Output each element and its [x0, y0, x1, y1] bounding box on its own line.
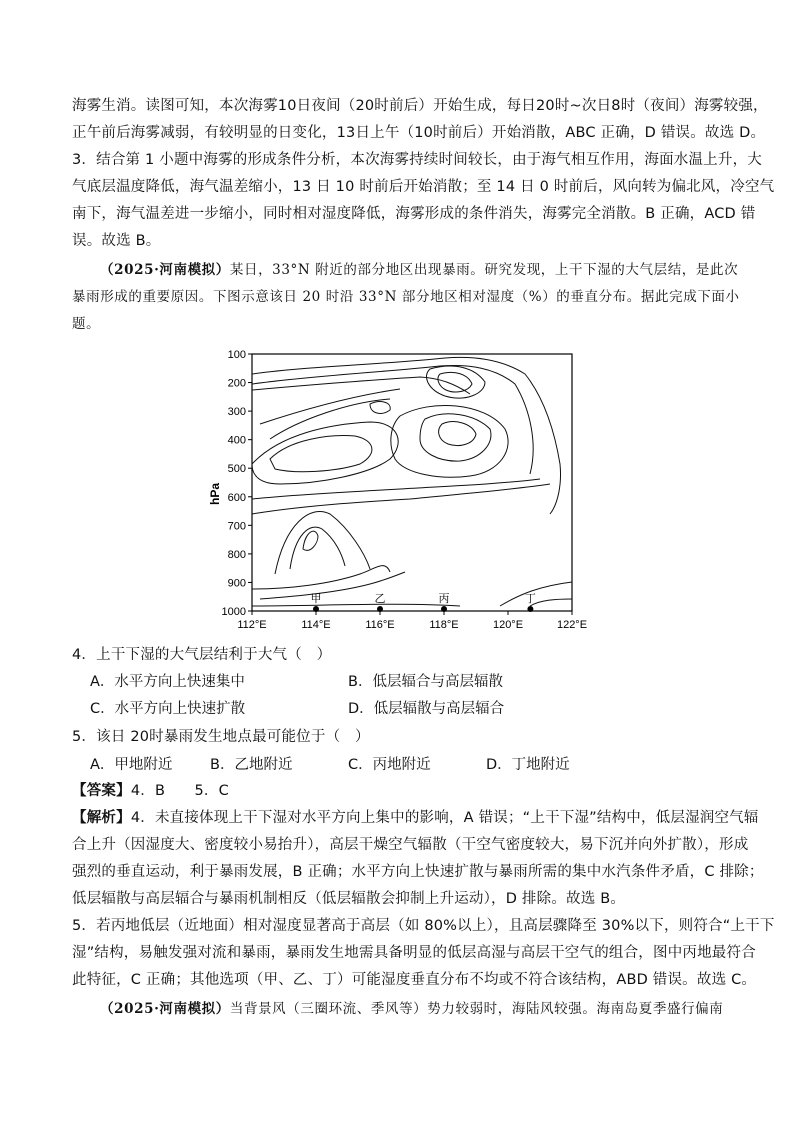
y-tick-label: 600 — [227, 491, 246, 504]
paragraph2-line-3: 南下，海气温差进一步缩小，同时相对湿度降低，海雾形成的条件消失，海雾完全消散。B 正确，ACD 错 — [72, 206, 756, 222]
q4-option-d: D．低层辐散与高层辐合 — [348, 701, 505, 717]
analysis-line-7: 此特征，C 正确；其他选项（甲、乙、丁）可能湿度垂直分布不均或不符合该结构，ABD 错误。故选 C。 — [72, 972, 757, 988]
next-intro-source: （2025·河南模拟） — [100, 1001, 230, 1017]
x-tick-label: 116°E — [365, 619, 395, 631]
y-tick-label: 200 — [227, 377, 246, 390]
y-tick-label: 400 — [227, 434, 246, 447]
q5-option-b: B．乙地附近 — [210, 757, 293, 773]
station-label: 甲 — [310, 593, 322, 605]
analysis-line-3: 强烈的垂直运动，利于暴雨发展，B 正确；水平方向上快速扩散与暴雨所需的集中水汽条件矛盾，C 排除； — [72, 864, 764, 880]
contour-line — [420, 414, 491, 461]
contour-line — [303, 531, 318, 550]
paragraph2-line-4: 误。故选 B。 — [72, 233, 161, 249]
y-axis-label: hPa — [208, 482, 222, 506]
plot-frame — [252, 354, 572, 611]
station-label: 丁 — [524, 593, 536, 605]
q5-option-d: D．丁地附近 — [486, 757, 570, 773]
contour-line — [439, 422, 476, 446]
station-marker — [527, 606, 533, 612]
q5-option-a: A．甲地附近 — [90, 757, 173, 773]
q4-option-a: A．水平方向上快速集中 — [90, 674, 245, 690]
contour-line — [252, 604, 460, 606]
y-axis-ticks — [222, 349, 252, 618]
q4-option-b: B．低层辐合与高层辐散 — [348, 674, 503, 690]
contour-line — [270, 399, 390, 439]
x-tick-label: 122°E — [556, 619, 588, 631]
q5-stem: 5．该日 20时暴雨发生地点最可能位于（ ） — [72, 729, 370, 745]
contour-line — [252, 366, 533, 474]
answer-label: 【答案】 — [72, 783, 131, 799]
contour-line — [252, 479, 540, 499]
answer-text: 4．B 5．C — [130, 783, 229, 799]
contour-line — [530, 599, 572, 606]
paragraph2-line-2: 气底层温度降低，海气温差缩小，13 日 10 时前后开始消散；至 14 日 0 时前后，风向转为偏北风，冷空气 — [72, 179, 775, 195]
analysis-line-4: 低层辐散与高层辐合与暴雨机制相反（低层辐散会抑制上升运动），D 排除。故选 B。 — [72, 891, 626, 907]
station-marker — [377, 606, 383, 612]
x-tick-label: 114°E — [301, 619, 331, 631]
station-label: 丙 — [438, 593, 450, 605]
paragraph1-line-2: 正午前后海雾减弱，有较明显的日变化，13日上午（10时前后）开始消散，ABC 正确，D 错误。故选 D。 — [72, 125, 766, 141]
contour-lines — [252, 357, 572, 606]
intro-line-2: 暴雨形成的重要原因。下图示意该日 20 时沿 33°N 部分地区相对湿度（%）的垂直分布。据此完成下面小 — [72, 289, 740, 305]
humidity-contour-figure — [200, 344, 600, 636]
paragraph1-line-1: 海雾生消。读图可知，本次海雾10日夜间（20时前后）开始生成，每日20时~次日8时（夜间）海雾较强， — [72, 98, 768, 114]
analysis-line-5: 5．若丙地低层（近地面）相对湿度显著高于高层（如 80%以上），且高层骤降至 30%以下，则符合“上干下 — [72, 918, 775, 934]
x-tick-label: 120°E — [492, 619, 524, 631]
intro-text-1: 某日，33°N 附近的部分地区出现暴雨。研究发现，上干下湿的大气层结，是此次 — [229, 262, 739, 278]
analysis-line-2: 合上升（因湿度大、密度较小易抬升），高层干燥空气辐散（干空气密度较大，易下沉并向外扩散），形成 — [72, 837, 749, 853]
answer-line — [72, 781, 229, 801]
contour-line — [391, 405, 508, 477]
next-intro-text: 当背景风（三圈环流、季风等）势力较弱时，海陆风较强。海南岛夏季盛行偏南 — [229, 1001, 724, 1017]
q4-stem: 4．上干下湿的大气层结利于大气（ ） — [72, 647, 332, 663]
contour-line — [426, 366, 485, 398]
x-tick-label: 112°E — [237, 619, 267, 631]
contour-line — [370, 402, 390, 414]
y-tick-label: 700 — [227, 520, 246, 533]
y-tick-label: 800 — [227, 548, 246, 561]
y-tick-label: 300 — [227, 406, 246, 419]
analysis-line-6: 湿”结构，易触发强对流和暴雨，暴雨发生地需具备明显的低层高湿与高层干空气的组合，图中丙地最符合 — [72, 945, 756, 961]
contour-line — [252, 566, 390, 589]
analysis-line-1 — [72, 808, 759, 828]
y-tick-label: 500 — [227, 463, 246, 476]
contour-line — [252, 377, 470, 394]
paragraph2-line-1: 3．结合第 1 小题中海雾的形成条件分析，本次海雾持续时间较长，由于海气相互作用，海面水温上升，大 — [72, 152, 762, 168]
x-tick-label: 118°E — [429, 619, 459, 631]
analysis-text-1: 4．未直接体现上干下湿对水平方向上集中的影响，A 错误；“上干下湿”结构中，低层湿润空气辐 — [130, 810, 759, 826]
contour-line — [260, 389, 400, 424]
q4-option-c: C．水平方向上快速扩散 — [90, 701, 246, 717]
y-tick-label: 100 — [227, 349, 246, 361]
station-label: 乙 — [374, 593, 386, 605]
intro-line-3: 题。 — [72, 316, 101, 332]
intro-source: （2025·河南模拟） — [100, 262, 230, 278]
station-marker — [441, 606, 447, 612]
x-axis-ticks — [237, 611, 587, 631]
intro-line-1 — [100, 260, 738, 280]
q5-option-c: C．丙地附近 — [348, 757, 431, 773]
contour-line — [438, 372, 472, 392]
analysis-label: 【解析】 — [72, 810, 131, 826]
contour-line — [290, 527, 345, 569]
y-tick-label: 900 — [227, 577, 246, 590]
contour-line — [500, 582, 572, 606]
station-marker — [313, 606, 319, 612]
next-intro-line — [100, 999, 723, 1019]
contour-line — [252, 422, 398, 484]
y-tick-label: 1000 — [221, 606, 246, 618]
contour-line — [275, 512, 370, 575]
stations — [311, 592, 536, 612]
